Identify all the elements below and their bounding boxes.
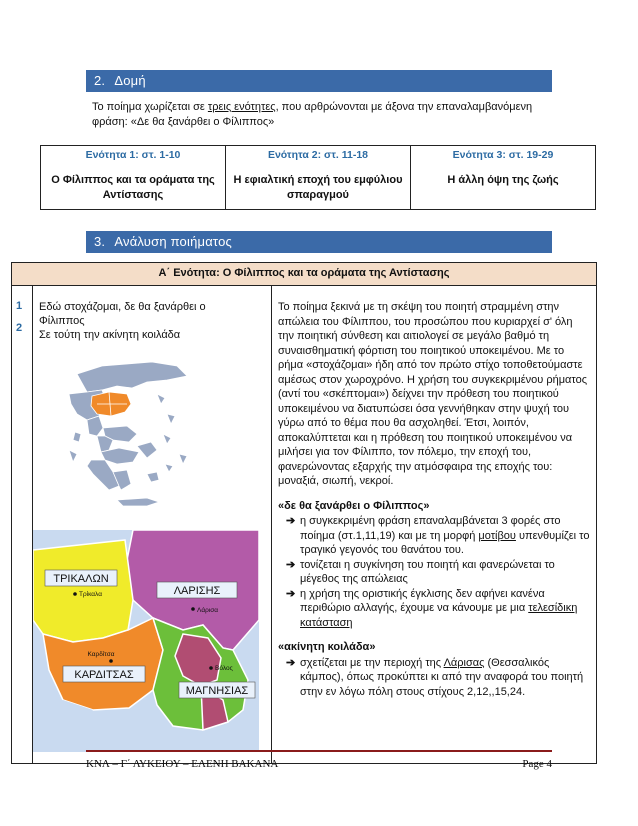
quote-heading: «ακίνητη κοιλάδα» (278, 641, 376, 653)
poem-line: Φίλιππος (39, 315, 85, 327)
magnesia-label: ΜΑΓΝΗΣΙΑΣ (185, 685, 249, 697)
quote-heading: «δε θα ξανάρθει ο Φίλιππος» (278, 499, 430, 512)
line-number: 2 (16, 322, 23, 334)
section-2-heading (86, 70, 552, 92)
bullet-text-rest: (Θεσσαλικός κάμπος), όπως προκύπτει κι από την αναφορά του ποιητή στην εν λόγω πόλη στους στίχους 2,12,,15,24. (300, 656, 584, 698)
trikala-city-label: Τρίκαλα (79, 591, 102, 598)
page-number: Page 4 (522, 758, 552, 770)
thessaly-map-image (33, 530, 259, 752)
intro-text-rest: , που αρθρώνονται με άξονα την επαναλαμβανόμενη φράση: «Δε θα ξανάρθει ο Φίλιππος» (92, 101, 533, 128)
poem-column (33, 286, 272, 764)
larisa-city-label: Λάρισα (197, 607, 219, 614)
arrow-icon: ➔ (286, 587, 296, 600)
line-numbers (12, 286, 33, 764)
analysis-heading: Α΄ Ενότητα: Ο Φίλιππος και τα οράματα της Αντίστασης (12, 263, 597, 286)
section-number: 3. (94, 234, 106, 249)
karditsa-label: ΚΑΡΔΙΤΣΑΣ (74, 669, 134, 681)
unit-3-cell (411, 146, 596, 210)
section-title: Ανάλυση ποιήματος (114, 234, 232, 249)
unit-1-cell (41, 146, 226, 210)
analysis-table (11, 262, 597, 764)
list-item (286, 558, 590, 587)
bullet-text: τονίζεται η συγκίνηση του ποιητή και φανερώνεται το μέγεθος της απώλειας (300, 558, 555, 585)
list-item (286, 587, 590, 631)
bullet-text: σχετίζεται με την περιοχή της (300, 656, 444, 669)
list-item (286, 514, 590, 558)
arrow-icon: ➔ (286, 515, 296, 527)
units-table (40, 145, 596, 210)
unit-2-cell (226, 146, 411, 210)
unit-title: Η άλλη όψη της ζωής (447, 174, 559, 186)
bullet-text: η χρήση της οριστικής έγκλισης δεν αφήνει κανένα περιθώριο αλλαγής, έχουμε να κάνουμε με μια (300, 587, 545, 614)
unit-header: Ενότητα 1: στ. 1-10 (85, 149, 181, 161)
section-title: Δομή (114, 73, 146, 88)
commentary-column (272, 286, 597, 764)
greece-map-image (47, 354, 197, 514)
section-3-heading (86, 231, 552, 253)
unit-title: Η εφιαλτική εποχή του εμφύλιου σπαραγμού (233, 174, 403, 201)
intro-paragraph (92, 100, 552, 130)
intro-underlined: τρεις ενότητες (207, 101, 276, 113)
unit-header: Ενότητα 2: στ. 11-18 (267, 149, 369, 161)
bullet-text-rest: υπενθυμίζει το τραγικό γεγονός του θανάτου του. (300, 529, 590, 556)
poem-line: Σε τούτη την ακίνητη κοιλάδα (39, 329, 181, 341)
unit-header: Ενότητα 3: στ. 19-29 (452, 149, 554, 161)
unit-title: Ο Φίλιππος και τα οράματα της Αντίστασης (51, 174, 215, 201)
section-number: 2. (94, 73, 106, 88)
line-number: 1 (16, 300, 23, 312)
larisa-label: ΛΑΡΙΣΗΣ (173, 585, 221, 597)
arrow-icon: ➔ (286, 558, 296, 571)
poem-line: Εδώ στοχάζομαι, δε θα ξανάρθει ο (39, 301, 206, 313)
footer-author: ΚΝΛ – Γ΄ ΛΥΚΕΙΟΥ – ΕΛΕΝΗ ΒΑΚΑΝΑ (86, 758, 279, 770)
karditsa-city-label: Καρδίτσα (87, 651, 115, 658)
volos-city-label: Βόλος (215, 665, 233, 672)
bullet-text: η συγκεκριμένη φράση επαναλαμβάνεται 3 φορές στο ποίημα (στ.1,11,19) και με τη μορφή (300, 515, 561, 542)
commentary-paragraph: Το ποίημα ξεκινά με τη σκέψη του ποιητή στραμμένη στην απώλεια του Φίλιππου, του προσώπου που κυριαρχεί σ' όλη την ποιητική σύνθεση και αιτιολογεί σε μεγάλο βαθμό τη συναισθηματική φόρτιση του ποιητικού υποκειμένου. Με το ρήμα «στοχάζομαι» ήδη από τον πρώτο στίχο τοποθετούμαστε αμέσως στον χωροχρόνο. Η χρήση του συγκεκριμένου ρήματος (αντί του «σκέπτομαι») δείχνει την πρόθεση του ποιητικού υποκειμένου να διατυπώσει όσα γεννήθηκαν στην ψυχή του γύρω από το θέμα που θα ασχοληθεί. Έτσι, λοιπόν, αποκαλύπτεται και η πρόθεση του ποιητικού υποκειμένου να μιλήσει για τον Φίλιππο, τον πόλεμο, την εποχή του, φανερώνοντας εξαρχής την ατμόσφαιρα της εποχής του: μοναξιά, σιωπή, νεκροί. (278, 301, 588, 487)
page-footer (86, 750, 552, 770)
bullet-underlined: Λάρισας (443, 656, 485, 669)
trikala-label: ΤΡΙΚΑΛΩΝ (53, 573, 109, 585)
intro-text: Το ποίημα χωρίζεται σε (92, 101, 208, 113)
bullet-underlined: τελεσίδικη κατάσταση (300, 602, 578, 629)
bullet-underlined: μοτίβου (478, 529, 516, 542)
arrow-icon: ➔ (286, 656, 296, 669)
list-item (286, 656, 590, 700)
